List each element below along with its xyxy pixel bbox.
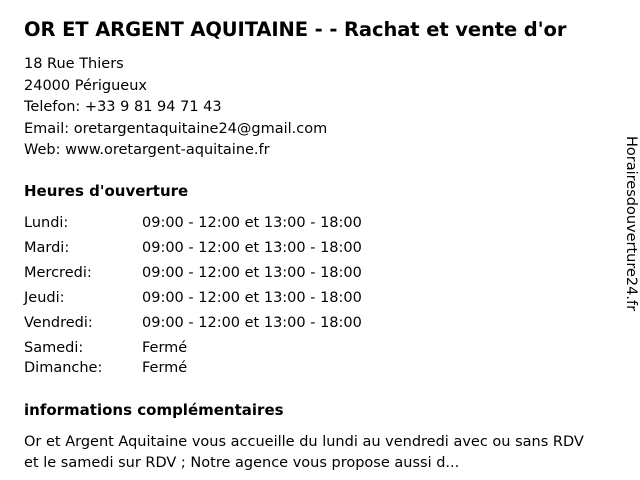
hours-time: 09:00 - 12:00 et 13:00 - 18:00 — [142, 214, 362, 231]
opening-hours-heading: Heures d'ouverture — [24, 181, 189, 200]
website-line: Web: www.oretargent-aquitaine.fr — [24, 142, 270, 158]
side-watermark-label: Horairesdouverture24.fr — [623, 136, 639, 312]
additional-info-heading: informations complémentaires — [24, 400, 284, 419]
address-line-2: 24000 Périgueux — [24, 77, 147, 94]
hours-time: 09:00 - 12:00 et 13:00 - 18:00 — [142, 289, 362, 306]
opening-hours-table — [24, 214, 362, 379]
hours-day: Samedi: — [24, 339, 84, 356]
hours-day: Mardi: — [24, 239, 70, 256]
hours-time: 09:00 - 12:00 et 13:00 - 18:00 — [142, 314, 362, 331]
hours-day: Jeudi: — [24, 289, 65, 306]
hours-time: 09:00 - 12:00 et 13:00 - 18:00 — [142, 264, 362, 281]
table-row — [24, 289, 362, 314]
hours-day: Vendredi: — [24, 314, 93, 331]
hours-day: Dimanche: — [24, 359, 103, 376]
additional-info-text: Or et Argent Aquitaine vous accueille du lundi au vendredi avec ou sans RDV et le samedi sur RDV ; Notre agence vous propose aussi d... — [24, 433, 584, 471]
table-row — [24, 314, 362, 339]
hours-time: Fermé — [142, 339, 188, 356]
table-row — [24, 339, 362, 359]
contact-block — [24, 54, 640, 162]
table-row — [24, 239, 362, 264]
page-title: OR ET ARGENT AQUITAINE - - Rachat et vente d'or — [24, 18, 567, 41]
email-line: Email: oretargentaquitaine24@gmail.com — [24, 120, 328, 137]
phone-line: Telefon: +33 9 81 94 71 43 — [24, 99, 222, 115]
address-line-1: 18 Rue Thiers — [24, 56, 124, 72]
table-row — [24, 264, 362, 289]
table-row — [24, 214, 362, 239]
hours-day: Lundi: — [24, 214, 69, 231]
hours-time: 09:00 - 12:00 et 13:00 - 18:00 — [142, 239, 362, 256]
table-row — [24, 359, 362, 379]
hours-time: Fermé — [142, 359, 188, 376]
hours-day: Mercredi: — [24, 264, 92, 281]
